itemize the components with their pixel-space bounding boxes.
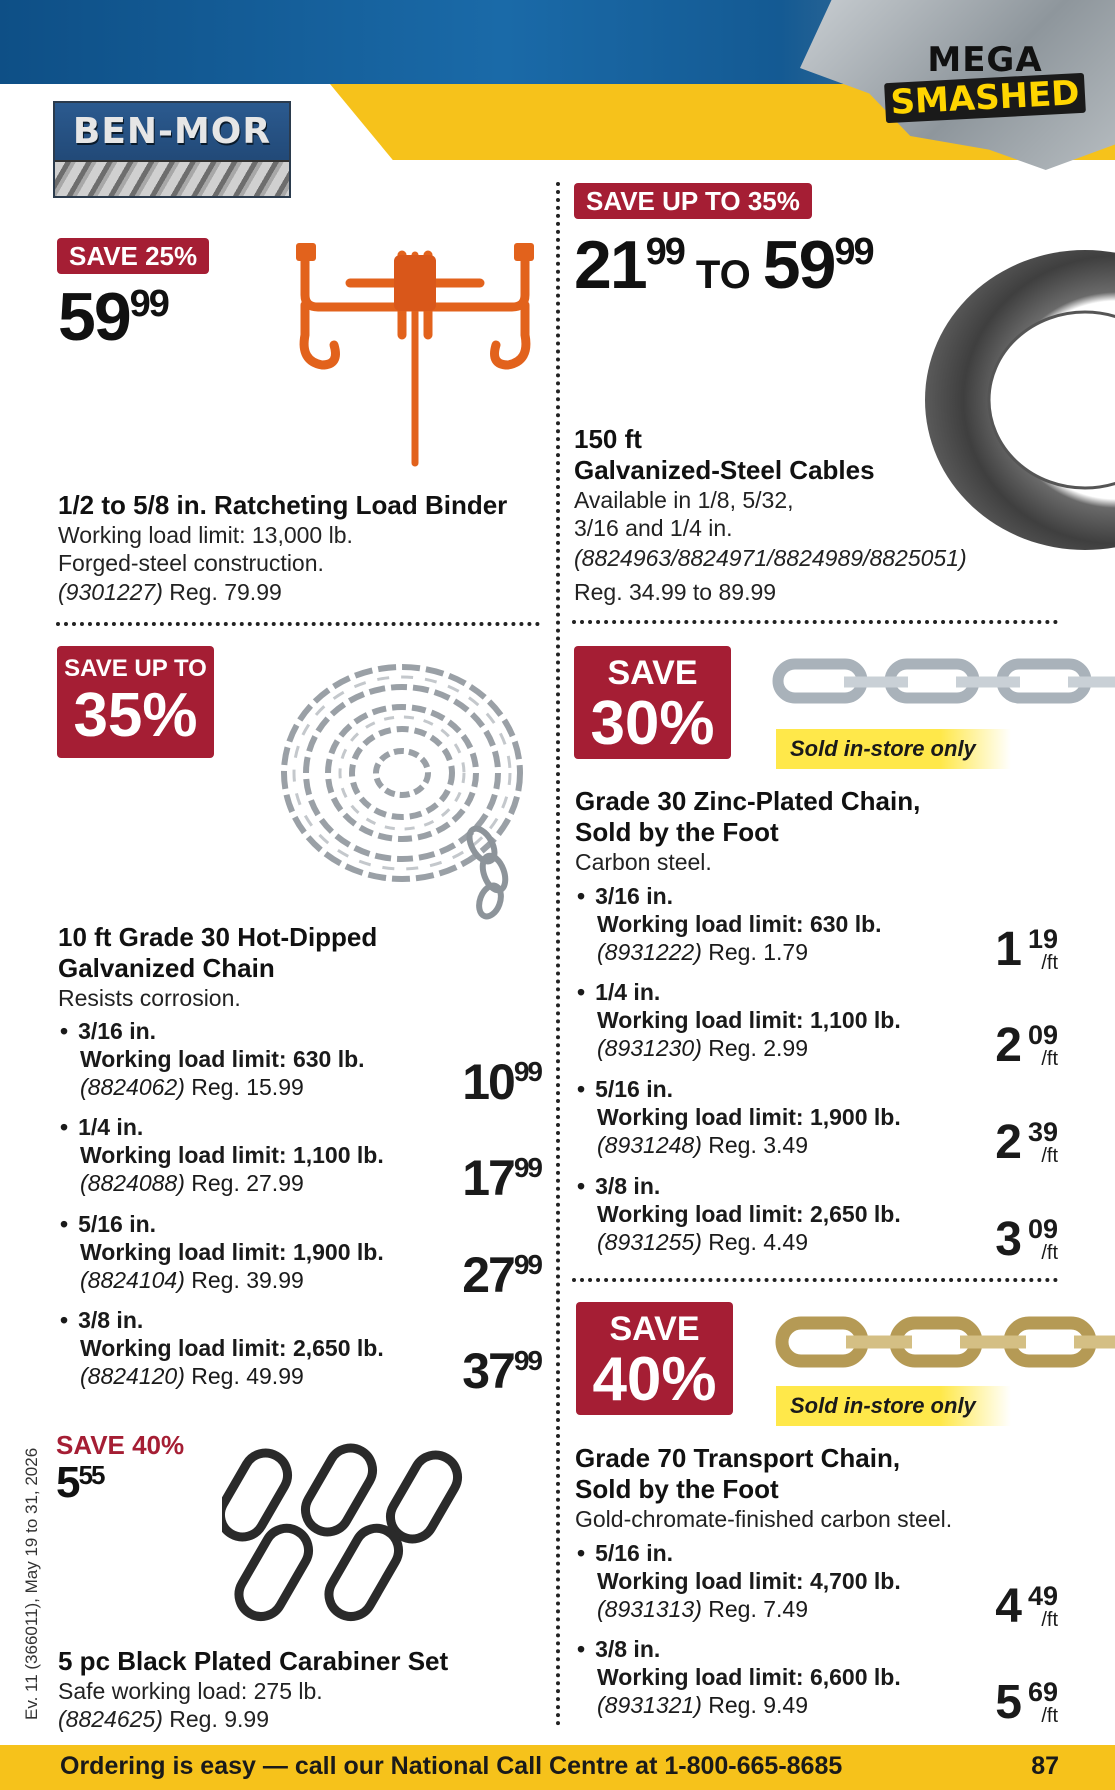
transport-chain-title1: Grade 70 Transport Chain, bbox=[575, 1443, 901, 1473]
price-dollars: 17 bbox=[462, 1150, 514, 1206]
transport-chain-badge-line2: 40% bbox=[592, 1345, 717, 1414]
price-dollars: 37 bbox=[462, 1343, 514, 1399]
price-high-dollars: 59 bbox=[762, 227, 835, 303]
price-cents: 09 bbox=[1027, 1020, 1058, 1050]
variant-sku: (8931321) bbox=[597, 1692, 702, 1718]
variant-limit: Working load limit: 630 lb. bbox=[597, 911, 882, 937]
ben-mor-logo bbox=[53, 101, 291, 198]
carabiner-ref bbox=[58, 1705, 269, 1733]
price-to: TO bbox=[695, 253, 751, 297]
variant-reg: Reg. 4.49 bbox=[708, 1229, 808, 1255]
mega-logo-line1: MEGA bbox=[927, 40, 1043, 80]
zinc-variant-2-price bbox=[958, 1021, 1058, 1077]
variant-reg: Reg. 3.49 bbox=[708, 1132, 808, 1158]
cables-reg: Reg. 34.99 to 89.99 bbox=[574, 579, 777, 605]
cables-desc2: 3/16 and 1/4 in. bbox=[574, 515, 733, 541]
load-binder-sku: (9301227) bbox=[58, 579, 163, 605]
price-unit: /ft bbox=[1041, 1048, 1058, 1070]
galv-chain-badge[interactable] bbox=[57, 646, 214, 758]
variant-limit: Working load limit: 1,900 lb. bbox=[597, 1104, 901, 1130]
galv-chain-desc: Resists corrosion. bbox=[58, 985, 241, 1011]
variant-limit: Working load limit: 1,900 lb. bbox=[80, 1239, 384, 1265]
variant-size: • 3/16 in. bbox=[60, 1017, 365, 1045]
edition-note: Ev. 11 (366011), May 19 to 31, 2026 bbox=[22, 1447, 41, 1720]
variant-size: • 3/16 in. bbox=[577, 882, 882, 910]
price-dollars: 59 bbox=[58, 279, 130, 355]
variant-reg: Reg. 27.99 bbox=[191, 1170, 304, 1196]
variant-limit: Working load limit: 4,700 lb. bbox=[597, 1568, 901, 1594]
variant-size: • 3/8 in. bbox=[577, 1635, 901, 1663]
zinc-variant-4-price bbox=[958, 1215, 1058, 1271]
price-cents: 99 bbox=[513, 1152, 541, 1183]
rope-graphic bbox=[55, 160, 289, 196]
galv-variant-3[interactable] bbox=[60, 1210, 384, 1294]
zinc-chain-desc: Carbon steel. bbox=[575, 849, 712, 875]
load-binder-ref bbox=[58, 578, 282, 606]
cables-title1: 150 ft bbox=[574, 424, 642, 454]
variant-size: • 3/8 in. bbox=[60, 1306, 384, 1334]
cables-card[interactable] bbox=[574, 183, 812, 219]
variant-reg: Reg. 15.99 bbox=[191, 1074, 304, 1100]
price-cents: 99 bbox=[129, 283, 168, 325]
transport-chain-title2: Sold by the Foot bbox=[575, 1474, 779, 1504]
galv-variant-4[interactable] bbox=[60, 1306, 384, 1390]
variant-reg: Reg. 7.49 bbox=[708, 1596, 808, 1622]
row-divider-right-1 bbox=[572, 620, 1058, 624]
carabiner-sku: (8824625) bbox=[58, 1706, 163, 1732]
load-binder-title: 1/2 to 5/8 in. Ratcheting Load Binder bbox=[58, 490, 508, 520]
variant-limit: Working load limit: 2,650 lb. bbox=[597, 1201, 901, 1227]
variant-limit: Working load limit: 630 lb. bbox=[80, 1046, 365, 1072]
variant-reg: Reg. 1.79 bbox=[708, 939, 808, 965]
price-dollars: 5 bbox=[995, 1676, 1020, 1729]
price-low-dollars: 21 bbox=[574, 227, 646, 303]
load-binder-desc1: Working load limit: 13,000 lb. bbox=[58, 522, 353, 548]
variant-limit: Working load limit: 1,100 lb. bbox=[80, 1142, 384, 1168]
price-cents: 55 bbox=[78, 1460, 104, 1490]
footer-band bbox=[0, 1745, 1115, 1790]
zinc-chain-badge-line1: SAVE bbox=[607, 654, 698, 692]
zinc-chain-image bbox=[770, 650, 1115, 720]
price-cents: 09 bbox=[1027, 1214, 1058, 1244]
column-divider bbox=[556, 182, 560, 1727]
carabiner-title: 5 pc Black Plated Carabiner Set bbox=[58, 1646, 449, 1676]
zinc-variant-1[interactable] bbox=[577, 882, 882, 966]
zinc-chain-title1: Grade 30 Zinc-Plated Chain, bbox=[575, 786, 921, 816]
carabiner-badge: SAVE 40% bbox=[56, 1430, 185, 1460]
price-unit: /ft bbox=[1041, 1145, 1058, 1167]
galv-chain-title1: 10 ft Grade 30 Hot-Dipped bbox=[58, 922, 378, 952]
transport-chain-badge[interactable] bbox=[576, 1302, 733, 1415]
carabiner-reg: Reg. 9.99 bbox=[169, 1706, 269, 1732]
variant-reg: Reg. 39.99 bbox=[191, 1267, 304, 1293]
price-unit: /ft bbox=[1041, 1609, 1058, 1631]
zinc-chain-badge-line2: 30% bbox=[590, 689, 715, 758]
carabiner-set-image bbox=[222, 1430, 482, 1630]
zinc-chain-instore-tag: Sold in-store only bbox=[776, 729, 1011, 769]
load-binder-card[interactable] bbox=[57, 238, 209, 274]
galvanized-chain-image bbox=[272, 655, 542, 920]
call-centre-text[interactable]: Ordering is easy — call our National Call Centre at 1-800-665-8685 bbox=[60, 1752, 843, 1780]
page-number: 87 bbox=[1031, 1752, 1059, 1780]
variant-sku: (8931313) bbox=[597, 1596, 702, 1622]
price-dollars: 2 bbox=[995, 1116, 1020, 1169]
load-binder-badge: SAVE 25% bbox=[57, 238, 209, 274]
price-unit: /ft bbox=[1041, 1705, 1058, 1727]
galv-variant-2-price bbox=[462, 1150, 541, 1206]
load-binder-price bbox=[58, 279, 168, 355]
price-dollars: 4 bbox=[995, 1580, 1020, 1633]
price-cents: 99 bbox=[513, 1056, 541, 1087]
zinc-variant-2[interactable] bbox=[577, 978, 901, 1062]
transport-chain-badge-line1: SAVE bbox=[609, 1310, 700, 1348]
variant-sku: (8931255) bbox=[597, 1229, 702, 1255]
galv-chain-badge-line1: SAVE UP TO bbox=[64, 655, 207, 682]
zinc-chain-title2: Sold by the Foot bbox=[575, 817, 779, 847]
variant-sku: (8824088) bbox=[80, 1170, 185, 1196]
price-dollars: 27 bbox=[462, 1247, 514, 1303]
price-low-cents: 99 bbox=[645, 231, 684, 273]
variant-reg: Reg. 9.49 bbox=[708, 1692, 808, 1718]
galv-variant-2[interactable] bbox=[60, 1113, 384, 1197]
galv-chain-title2: Galvanized Chain bbox=[58, 953, 275, 983]
price-unit: /ft bbox=[1041, 952, 1058, 974]
mega-smashed-logo bbox=[885, 42, 1085, 130]
row-divider-right-2 bbox=[572, 1278, 1058, 1282]
load-binder-image bbox=[290, 235, 540, 467]
variant-reg: Reg. 2.99 bbox=[708, 1035, 808, 1061]
variant-limit: Working load limit: 1,100 lb. bbox=[597, 1007, 901, 1033]
zinc-variant-4[interactable] bbox=[577, 1172, 901, 1256]
price-dollars: 5 bbox=[56, 1458, 79, 1507]
zinc-variant-3[interactable] bbox=[577, 1075, 901, 1159]
galv-variant-1-price bbox=[462, 1054, 541, 1110]
variant-size: • 5/16 in. bbox=[577, 1075, 901, 1103]
transport-variant-1-price bbox=[958, 1582, 1058, 1638]
transport-variant-2[interactable] bbox=[577, 1635, 901, 1719]
price-cents: 99 bbox=[513, 1249, 541, 1280]
load-binder-desc2: Forged-steel construction. bbox=[58, 550, 324, 576]
row-divider-left-1 bbox=[56, 622, 540, 626]
price-cents: 19 bbox=[1027, 924, 1058, 954]
price-unit: /ft bbox=[1041, 1242, 1058, 1264]
transport-variant-2-price bbox=[958, 1678, 1058, 1734]
cables-badge: SAVE UP TO 35% bbox=[574, 183, 812, 219]
variant-sku: (8824104) bbox=[80, 1267, 185, 1293]
variant-sku: (8931248) bbox=[597, 1132, 702, 1158]
variant-size: • 5/16 in. bbox=[577, 1539, 901, 1567]
variant-sku: (8931230) bbox=[597, 1035, 702, 1061]
variant-size: • 1/4 in. bbox=[577, 978, 901, 1006]
variant-reg: Reg. 49.99 bbox=[191, 1363, 304, 1389]
variant-size: • 5/16 in. bbox=[60, 1210, 384, 1238]
galv-variant-3-price bbox=[462, 1247, 541, 1303]
transport-variant-1[interactable] bbox=[577, 1539, 901, 1623]
variant-size: • 1/4 in. bbox=[60, 1113, 384, 1141]
price-dollars: 1 bbox=[995, 923, 1020, 976]
load-binder-reg: Reg. 79.99 bbox=[169, 579, 282, 605]
price-dollars: 2 bbox=[995, 1019, 1020, 1072]
transport-chain-image bbox=[770, 1305, 1115, 1381]
price-cents: 69 bbox=[1027, 1677, 1058, 1707]
cables-price-range bbox=[574, 227, 873, 303]
galv-variant-1[interactable] bbox=[60, 1017, 365, 1101]
transport-chain-instore-tag: Sold in-store only bbox=[776, 1386, 1011, 1426]
price-cents: 99 bbox=[513, 1345, 541, 1376]
carabiner-desc: Safe working load: 275 lb. bbox=[58, 1678, 323, 1704]
variant-limit: Working load limit: 6,600 lb. bbox=[597, 1664, 901, 1690]
variant-sku: (8931222) bbox=[597, 939, 702, 965]
galv-variant-4-price bbox=[462, 1343, 541, 1399]
galv-chain-badge-line2: 35% bbox=[73, 681, 198, 750]
cable-coil-image bbox=[915, 240, 1115, 560]
variant-sku: (8824062) bbox=[80, 1074, 185, 1100]
price-cents: 39 bbox=[1027, 1117, 1058, 1147]
variant-sku: (8824120) bbox=[80, 1363, 185, 1389]
zinc-variant-1-price bbox=[958, 925, 1058, 981]
price-dollars: 10 bbox=[462, 1054, 514, 1110]
zinc-chain-badge[interactable] bbox=[574, 646, 731, 759]
variant-size: • 3/8 in. bbox=[577, 1172, 901, 1200]
mega-logo-line2: SMASHED bbox=[884, 73, 1086, 123]
zinc-variant-3-price bbox=[958, 1118, 1058, 1174]
price-cents: 49 bbox=[1027, 1581, 1058, 1611]
cables-title2: Galvanized-Steel Cables bbox=[574, 455, 875, 485]
transport-chain-desc: Gold-chromate-finished carbon steel. bbox=[575, 1506, 953, 1532]
price-high-cents: 99 bbox=[834, 231, 873, 273]
price-dollars: 3 bbox=[995, 1213, 1020, 1266]
ben-mor-logo-text: BEN-MOR bbox=[72, 111, 272, 152]
cables-sku: (8824963/8824971/8824989/8825051) bbox=[574, 545, 967, 571]
variant-limit: Working load limit: 2,650 lb. bbox=[80, 1335, 384, 1361]
carabiner-price bbox=[56, 1460, 103, 1506]
cables-desc1: Available in 1/8, 5/32, bbox=[574, 487, 794, 513]
